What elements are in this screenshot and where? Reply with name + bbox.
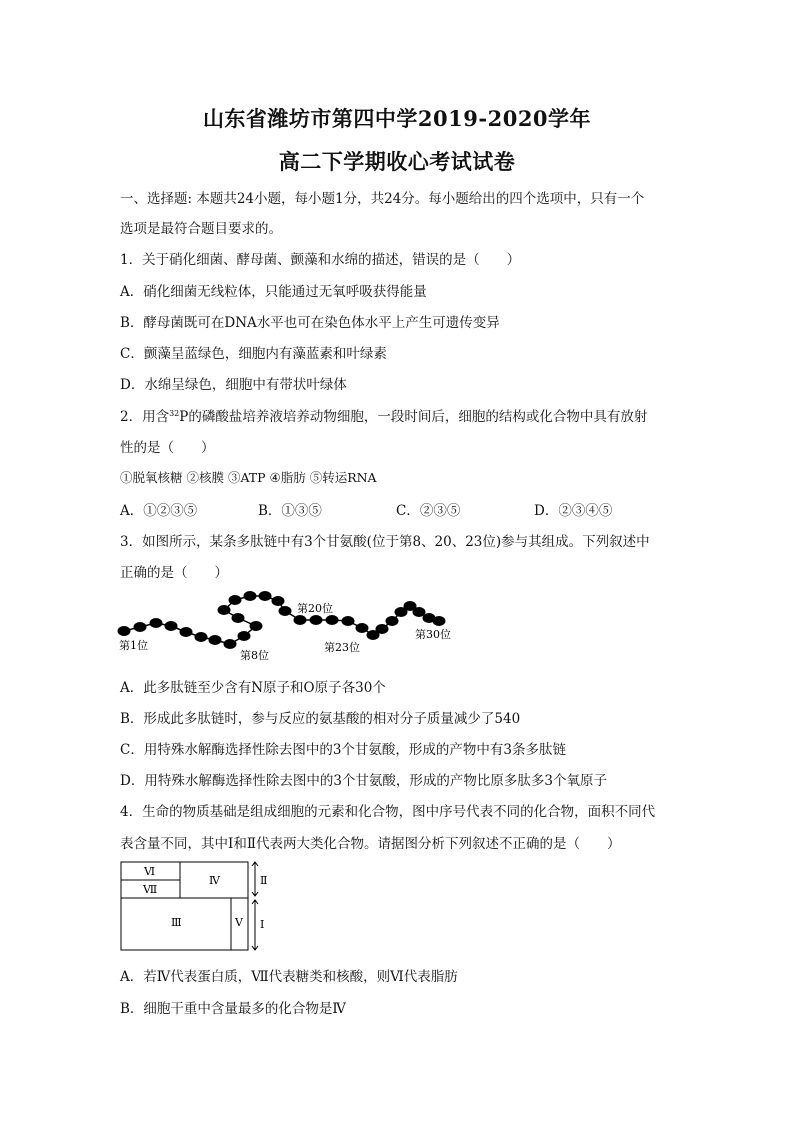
q2-stem-pre: 2．用含 <box>120 409 170 425</box>
label-residue-1: 第1位 <box>119 639 148 652</box>
amino-acid-residue-14 <box>244 591 257 601</box>
label-residue-8: 第8位 <box>240 649 269 662</box>
q4-stem-line2: 表含量不同，其中Ⅰ和Ⅱ代表两大类化合物。请据图分析下列叙述不正确的是（ ） <box>120 836 621 852</box>
q2-option-b: B．①③⑤ <box>258 503 322 519</box>
region-iv-label: Ⅳ <box>209 874 220 887</box>
q3-option-b: B．形成此多肽链时，参与反应的氨基酸的相对分子质量减少了540 <box>120 711 521 727</box>
amino-acid-residue-1 <box>118 626 131 636</box>
q3-option-d: D．用特殊水解酶选择性除去图中的3个甘氨酸，形成的产物比原多肽多3个氧原子 <box>120 773 608 789</box>
amino-acid-residue-16 <box>272 596 285 606</box>
label-residue-23: 第23位 <box>324 641 360 654</box>
exam-title-line2: 高二下学期收心考试试卷 <box>278 149 516 174</box>
amino-acid-residue-8 <box>224 639 237 649</box>
bracket-ii-label: Ⅱ <box>260 874 268 887</box>
q3-stem-line2: 正确的是（ ） <box>120 565 228 581</box>
amino-acid-residue-25 <box>386 616 399 626</box>
amino-acid-residue-3 <box>150 618 163 628</box>
section-intro-line1: 一、选择题: 本题共24小题，每小题1分，共24分。每小题给出的四个选项中，只有一个 <box>120 191 645 207</box>
q3-option-a: A．此多肽链至少含有N原子和O原子各30个 <box>120 680 386 696</box>
amino-acid-residue-11 <box>232 613 245 623</box>
q2-stem-post: P的磷酸盐培养液培养动物细胞，一段时间后，细胞的结构或化合物中具有放射 <box>179 409 648 425</box>
amino-acid-residue-7 <box>209 635 222 645</box>
q3-stem-line1: 3．如图所示，某条多肽链中有3个甘氨酸(位于第8、20、23位)参与其组成。下列叙述中 <box>120 534 650 550</box>
amino-acid-residue-19 <box>310 615 323 625</box>
q2-option-a: A．①②③⑤ <box>120 503 198 519</box>
q4-option-b: B．细胞干重中含量最多的化合物是Ⅳ <box>120 1001 346 1017</box>
polypeptide-chain-figure <box>110 585 470 665</box>
q2-option-d: D．②③④⑤ <box>534 503 613 519</box>
q2-isotope-superscript: 32 <box>169 409 180 418</box>
diagram-outer-box <box>121 862 248 950</box>
amino-acid-residue-5 <box>180 627 193 637</box>
amino-acid-residue-10 <box>250 621 263 631</box>
amino-acid-residue-9 <box>238 631 251 641</box>
label-residue-30: 第30位 <box>415 628 451 641</box>
region-iii-label: Ⅲ <box>171 916 182 929</box>
amino-acid-residue-2 <box>134 622 147 632</box>
amino-acid-residue-24 <box>376 624 389 634</box>
bracket-i-label: Ⅰ <box>260 918 265 931</box>
q1-option-a: A．硝化细菌无线粒体，只能通过无氧呼吸获得能量 <box>120 284 427 300</box>
amino-acid-residue-21 <box>342 616 355 626</box>
amino-acid-residue-18 <box>294 615 307 625</box>
compound-area-diagram <box>118 860 278 955</box>
q3-option-c: C．用特殊水解酶选择性除去图中的3个甘氨酸，形成的产物中有3条多肽链 <box>120 742 567 758</box>
q2-stem-line2: 性的是（ ） <box>120 440 215 456</box>
q1-option-c: C．颤藻呈蓝绿色，细胞内有藻蓝素和叶绿素 <box>120 346 387 362</box>
amino-acid-residue-13 <box>229 595 242 605</box>
amino-acid-residue-15 <box>259 591 272 601</box>
q4-stem-line1: 4．生命的物质基础是组成细胞的元素和化合物，图中序号代表不同的化合物，面积不同代 <box>120 804 656 820</box>
region-vii-label: Ⅶ <box>143 883 158 896</box>
region-vi-label: Ⅵ <box>144 865 156 878</box>
amino-acid-residue-22 <box>356 623 369 633</box>
q2-items: ①脱氧核糖 ②核膜 ③ATP ④脂肪 ⑤转运RNA <box>120 470 377 485</box>
q2-option-c: C．②③⑤ <box>396 503 461 519</box>
q1-stem: 1．关于硝化细菌、酵母菌、颤藻和水绵的描述，错误的是（ ） <box>120 252 521 268</box>
amino-acid-residue-4 <box>165 621 178 631</box>
section-intro-line2: 选项是最符合题目要求的。 <box>120 221 282 237</box>
q1-option-b: B．酵母菌既可在DNA水平也可在染色体水平上产生可遗传变异 <box>120 315 500 331</box>
amino-acid-residue-30 <box>433 616 446 626</box>
amino-acid-residue-17 <box>279 606 292 616</box>
amino-acid-residues <box>118 591 446 649</box>
q4-option-a: A．若Ⅳ代表蛋白质，Ⅶ代表糖类和核酸，则Ⅵ代表脂肪 <box>120 969 458 985</box>
q2-stem-line1 <box>120 405 647 425</box>
amino-acid-residue-6 <box>195 632 208 642</box>
region-v-label: Ⅴ <box>235 916 243 929</box>
amino-acid-residue-20 <box>326 615 339 625</box>
label-residue-20: 第20位 <box>297 602 333 615</box>
exam-title-line1: 山东省潍坊市第四中学2019-2020学年 <box>202 106 592 131</box>
amino-acid-residue-12 <box>218 605 231 615</box>
q1-option-d: D．水绵呈绿色，细胞中有带状叶绿体 <box>120 377 347 393</box>
